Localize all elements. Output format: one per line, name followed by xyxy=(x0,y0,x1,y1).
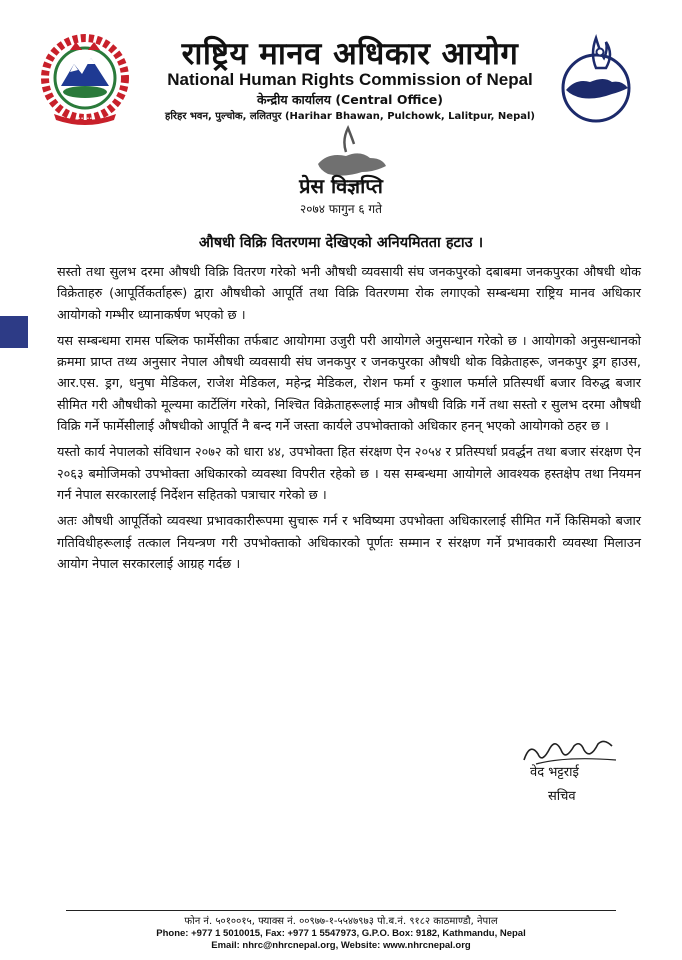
paragraph: सस्तो तथा सुलभ दरमा औषधी विक्रि वितरण गरेको भनी औषधी व्यवसायी संघ जनकपुरको दबाबमा जनकपुरका औषधी थोक विक्रेताहरु (आपूर्तिकर्ताहरू) द्वारा औषधीको आपूर्ति तथा विक्रि वितरणमा रोक लगाएको सम्बन्धमा राष्ट्रिय मानव अधिकार आयोगको गम्भीर ध्यानाकर्षण भएको छ । xyxy=(57,265,641,323)
press-release-title: प्रेस विज्ञप्ति xyxy=(299,174,383,198)
footer-contact-nepali: फोन नं. ५०१००१५, फ्याक्स नं. ००९७७-१-५५४७९७३ पो.ब.नं. ९१८२ काठमाण्डौ, नेपाल xyxy=(184,916,498,927)
org-name-english: National Human Rights Commission of Nepal xyxy=(167,70,533,89)
paragraph: अतः औषधी आपूर्तिको व्यवस्था प्रभावकारीरूपमा सुचारू गर्न र भविष्यमा उपभोक्ता अधिकारलाई सीमित गर्ने किसिमको बजार गतिविधीहरूलाई तत्काल नियन्त्रण गरी उपभोक्ताको अधिकारको पूर्णतः सम्मान र संरक्षण गर्ने प्रभावकारी व्यवस्था मिलाउन आयोग नेपाल सरकारलाई आग्रह गर्दछ । xyxy=(57,514,641,572)
press-release-body xyxy=(57,262,641,580)
footer xyxy=(0,916,682,952)
press-release-date: २०७४ फागुन ६ गते xyxy=(299,202,383,216)
footer-divider xyxy=(66,910,616,911)
office-name: केन्द्रीय कार्यालय (Central Office) xyxy=(257,92,443,107)
press-release-subject: औषधी विक्रि वितरणमा देखिएको अनियमितता हटाउ । xyxy=(198,235,484,251)
org-name-nepali: राष्ट्रिय मानव अधिकार आयोग xyxy=(181,36,519,72)
signatory-title: सचिव xyxy=(548,789,576,804)
signatory-name: वेद भट्टराई xyxy=(530,765,579,780)
paragraph: यस सम्बन्धमा रामस पब्लिक फार्मेसीका तर्फबाट आयोगमा उजुरी परी आयोगले अनुसन्धान गरेको छ । आयोगको अनुसन्धानको क्रममा प्राप्त तथ्य अनुसार नेपाल औषधी व्यवसायी संघ जनकपुर र जनकपुरका औषधी थोक विक्रेताहरू, जनकपुर ड्रग हाउस, आर.एस. ड्रग, धनुषा मेडिकल, राजेश मेडिकल, महेन्द्र मेडिकल, रोशन फर्मा र कुशाल फर्माले प्रतिस्पर्धी बजार विरुद्ध बजार सीमित गरी औषधीको मूल्यमा कार्टेलिंग गरेको, निश्चित विक्रेताहरूलाई मात्र औषधी विक्रि गर्ने तथा सस्तो र सुलभ दरमा औषधी विक्रि गर्ने फार्मेसीलाई औषधीको आपूर्ति नै बन्द गर्ने जस्ता कार्यले उपभोक्ताको अधिकार हनन् भएको आयोगको ठहर छ । xyxy=(57,333,641,435)
nhrc-logo-icon xyxy=(546,28,644,124)
footer-contact-english: Phone: +977 1 5010015, Fax: +977 1 5547973, G.P.O. Box: 9182, Kathmandu, Nepal xyxy=(156,928,526,939)
paragraph: यस्तो कार्य नेपालको संविधान २०७२ को धारा ४४, उपभोक्ता हित संरक्षण ऐन २०५४ र प्रतिस्पर्धा प्रवर्द्धन तथा बजार संरक्षण ऐन २०६३ बमोजिमको उपभोक्ता अधिकारको व्यवस्था विपरीत रहेको छ । यस सम्बन्धमा आयोगले आवश्यक हस्तक्षेप तथा नियमन गर्न नेपाल सरकारलाई निर्देशन सहितको पत्राचार गरेको छ । xyxy=(57,445,641,503)
nepal-emblem-icon xyxy=(36,34,134,126)
svg-text:•••••: ••••• xyxy=(77,116,93,122)
footer-email-website: Email: nhrc@nhrcnepal.org, Website: www.nhrcnepal.org xyxy=(211,940,471,951)
side-tab-marker xyxy=(0,316,28,348)
letterhead xyxy=(150,36,550,125)
office-address: हरिहर भवन, पुल्चोक, ललितपुर (Harihar Bhawan, Pulchowk, Lalitpur, Nepal) xyxy=(165,111,535,122)
